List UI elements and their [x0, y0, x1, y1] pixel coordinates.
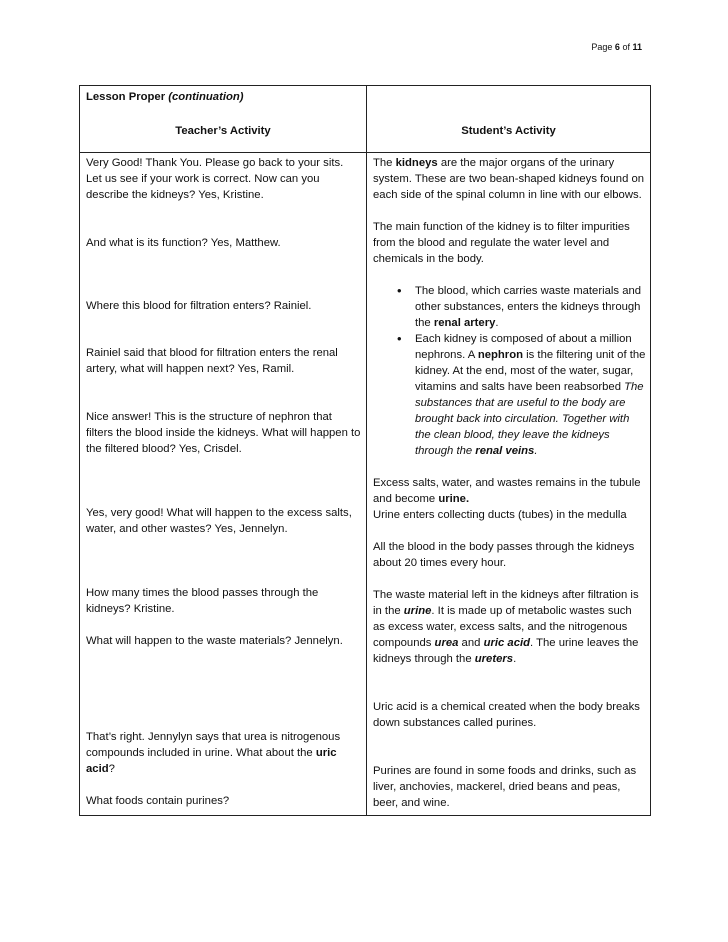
page-current: 6 [614, 42, 620, 52]
teacher-prompt-5: Nice answer! This is the structure of nephron that filters the blood inside the kidneys. What will happen to the filtered blood? Yes, Crisdel. [86, 411, 361, 455]
s3-a: The blood, which carries waste materials and other substances, enters the kidneys through the [415, 285, 642, 329]
s7-c: . It is made up of metabolic wastes such as excess water, excess salts, and the nitrogenous compounds [373, 605, 632, 649]
teacher-column [80, 153, 367, 816]
student-answer-bullets [373, 283, 646, 459]
section-title [86, 89, 360, 105]
renal-veins-term: renal veins [475, 445, 535, 457]
teacher-prompt-9-a: That’s right. Jennylyn says that urea is nitrogenous compounds included in urine. What about the [86, 731, 341, 759]
header-right-cell [367, 86, 651, 153]
s5-a: Excess salts, water, and wastes remains in the tubule and become [373, 477, 641, 505]
header-left-cell [80, 86, 367, 153]
section-title-text: Lesson Proper [86, 91, 166, 103]
bullet-item-2 [415, 331, 646, 459]
teacher-prompt-3: Where this blood for filtration enters? Rainiel. [86, 300, 312, 312]
urea-term: urea [434, 637, 459, 649]
teacher-prompt-6: Yes, very good! What will happen to the excess salts, water, and other wastes? Yes, Jennelyn. [86, 507, 352, 535]
student-answer-2: The main function of the kidney is to filter impurities from the blood and regulate the water level and chemicals in the body. [373, 221, 630, 265]
s4-a: Each kidney is composed of about a million nephrons. A [415, 333, 632, 361]
s7-e: and [458, 637, 484, 649]
s7-i: . [513, 653, 517, 665]
s7-g: . The urine leaves the kidneys through the [373, 637, 639, 665]
s7-a: The waste material left in the kidneys after filtration is in the [373, 589, 639, 617]
kidneys-term: kidneys [395, 157, 438, 169]
section-title-note: (continuation) [168, 91, 244, 103]
teacher-prompt-10: What foods contain purines? [86, 795, 230, 807]
uric-acid-term-2: uric acid [483, 637, 531, 649]
bullet-item-1 [415, 283, 646, 331]
teacher-prompt-2: And what is its function? Yes, Matthew. [86, 237, 281, 249]
page-prefix: Page [591, 42, 613, 52]
nephron-term: nephron [477, 349, 523, 361]
teacher-prompt-7: How many times the blood passes through the kidneys? Kristine. [86, 587, 319, 615]
s4-italic: The substances that are useful to the body are brought back into circulation. Together with the clean blood, they leave the kidneys through the [415, 381, 644, 457]
s4-c: is the filtering unit of the kidney. At the end, most of the water, sugar, vitamins and salts have been reabsorbed [415, 349, 646, 393]
teacher-prompt-1: Very Good! Thank You. Please go back to your sits. Let us see if your work is correct. Now can you describe the kidneys? Yes, Kristine. [86, 157, 344, 201]
renal-artery-term: renal artery [433, 317, 496, 329]
student-answer-8: Uric acid is a chemical created when the body breaks down substances called purines. [373, 701, 640, 729]
s5-c: Urine enters collecting ducts (tubes) in the medulla [373, 509, 627, 521]
student-activity-heading: Student’s Activity [461, 125, 556, 137]
urine-term: urine. [438, 493, 470, 505]
header-row [80, 86, 651, 153]
lesson-table [79, 85, 651, 816]
student-answer-1 [373, 155, 646, 203]
teacher-activity-heading: Teacher’s Activity [175, 125, 271, 137]
uric-acid-term: uric acid [86, 747, 337, 775]
page-of: of [622, 42, 630, 52]
student-answer-9: Purines are found in some foods and drinks, such as liver, anchovies, mackerel, dried beans and peas, beer, and wine. [373, 765, 637, 809]
student-answer-6: All the blood in the body passes through the kidneys about 20 times every hour. [373, 541, 635, 569]
s1-c: are the major organs of the urinary system. These are two bean-shaped kidneys found on each side of the spinal column in line with our elbows. [373, 157, 645, 201]
teacher-prompt-9 [86, 729, 362, 777]
urine-term-2: urine [403, 605, 432, 617]
teacher-prompt-9-c: ? [108, 763, 115, 775]
s4-f: . [534, 445, 538, 457]
s3-c: . [495, 317, 499, 329]
ureters-term: ureters [474, 653, 514, 665]
student-column [367, 153, 651, 816]
page-total: 11 [632, 42, 642, 52]
content-row [80, 153, 651, 816]
student-answer-7 [373, 587, 646, 667]
s1-a: The [373, 157, 396, 169]
student-answer-5 [373, 475, 646, 523]
teacher-prompt-4: Rainiel said that blood for filtration enters the renal artery, what will happen next? Yes, Ramil. [86, 347, 338, 375]
teacher-prompt-8: What will happen to the waste materials? Jennelyn. [86, 635, 343, 647]
page-number [591, 42, 642, 52]
